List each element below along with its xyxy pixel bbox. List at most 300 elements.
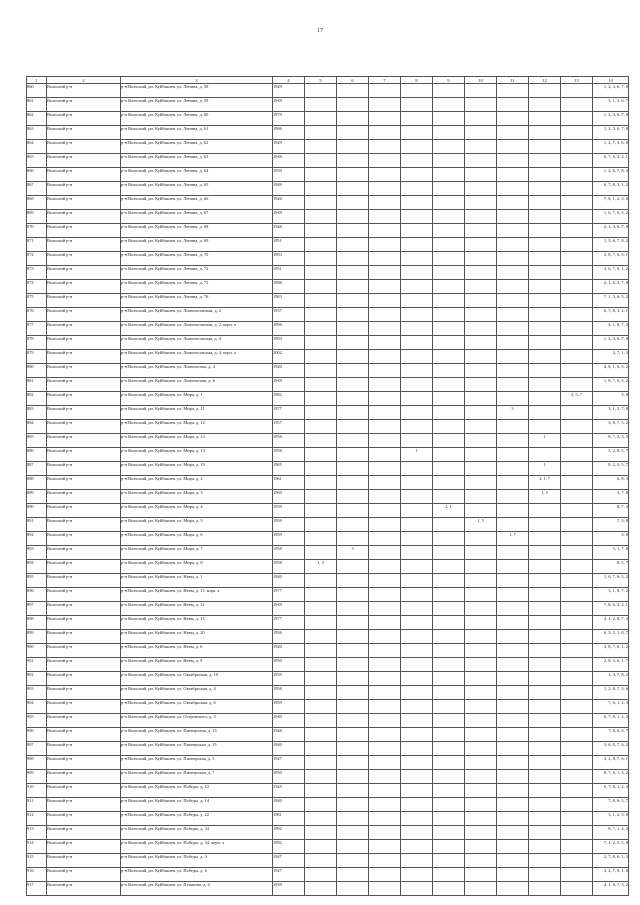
mark-cell-col-6 xyxy=(337,658,369,672)
mark-cell-col-10 xyxy=(465,868,497,882)
mark-cell-col-13 xyxy=(561,756,593,770)
mark-cell-col-11 xyxy=(497,336,529,350)
district-cell: Вольский р-н xyxy=(47,630,121,644)
mark-cell-col-6 xyxy=(337,798,369,812)
mark-cell-col-10 xyxy=(465,252,497,266)
mark-cell-col-13 xyxy=(561,784,593,798)
mark-cell-col-6 xyxy=(337,378,369,392)
mark-cell-col-9 xyxy=(433,532,465,546)
mark-cell-col-5 xyxy=(305,210,337,224)
column-header-11: 11 xyxy=(497,77,529,84)
mark-cell-col-12 xyxy=(529,588,561,602)
mark-cell-col-10 xyxy=(465,686,497,700)
column-header-7: 7 xyxy=(369,77,401,84)
mark-cell-col-7 xyxy=(369,644,401,658)
address-cell: р-н Вольский, рп. Куйбышев, ул. Мира, д. 1 xyxy=(121,392,273,406)
mark-cell-col-13 xyxy=(561,196,593,210)
codes-cell: 3, 2, 8, 5, 7 xyxy=(593,448,629,462)
district-cell: Вольский р-н xyxy=(47,406,121,420)
mark-cell-col-12 xyxy=(529,672,561,686)
mark-cell-col-11 xyxy=(497,84,529,98)
mark-cell-col-12 xyxy=(529,532,561,546)
mark-cell-col-13 xyxy=(561,406,593,420)
mark-cell-col-9 xyxy=(433,378,465,392)
mark-cell-col-11 xyxy=(497,630,529,644)
row-number: 863 xyxy=(27,126,47,140)
mark-cell-col-5 xyxy=(305,238,337,252)
row-number: 894 xyxy=(27,560,47,574)
mark-cell-col-6 xyxy=(337,630,369,644)
mark-cell-col-8 xyxy=(401,854,433,868)
table-row xyxy=(27,322,629,336)
mark-cell-col-7 xyxy=(369,574,401,588)
codes-cell: 8, 5, 7 xyxy=(593,560,629,574)
mark-cell-col-12 xyxy=(529,658,561,672)
mark-cell-col-7 xyxy=(369,420,401,434)
mark-cell-col-10 xyxy=(465,490,497,504)
page-number: 17 xyxy=(317,28,323,34)
mark-cell-col-11 xyxy=(497,770,529,784)
year-cell: 1959 xyxy=(273,700,305,714)
mark-cell-col-12 xyxy=(529,350,561,364)
year-cell: 1983 xyxy=(273,294,305,308)
address-cell: р-н Вольский, рп. Куйбышев, ул. Мира, д. 19 xyxy=(121,462,273,476)
mark-cell-col-12 xyxy=(529,504,561,518)
mark-cell-col-6 xyxy=(337,294,369,308)
table-row xyxy=(27,224,629,238)
mark-cell-col-8 xyxy=(401,182,433,196)
mark-cell-col-10 xyxy=(465,126,497,140)
address-cell: р-н Вольский, рп. Куйбышев, ул. Победы, д. 22 xyxy=(121,812,273,826)
district-cell: Вольский р-н xyxy=(47,714,121,728)
mark-cell-col-11 xyxy=(497,546,529,560)
mark-cell-col-10 xyxy=(465,840,497,854)
district-cell: Вольский р-н xyxy=(47,392,121,406)
mark-cell-col-7 xyxy=(369,840,401,854)
mark-cell-col-9 xyxy=(433,238,465,252)
district-cell: Вольский р-н xyxy=(47,616,121,630)
mark-cell-col-7 xyxy=(369,280,401,294)
table-row xyxy=(27,798,629,812)
mark-cell-col-13 xyxy=(561,868,593,882)
mark-cell-col-6 xyxy=(337,322,369,336)
table-row xyxy=(27,630,629,644)
year-cell: 1959 xyxy=(273,504,305,518)
mark-cell-col-12 xyxy=(529,630,561,644)
mark-cell-col-11 xyxy=(497,672,529,686)
table-row xyxy=(27,728,629,742)
mark-cell-col-9 xyxy=(433,644,465,658)
district-cell: Вольский р-н xyxy=(47,504,121,518)
mark-cell-col-11 xyxy=(497,364,529,378)
row-number: 893 xyxy=(27,546,47,560)
address-cell: р-н Вольский, рп. Куйбышев, ул. Мира, д. 11 xyxy=(121,406,273,420)
mark-cell-col-6 xyxy=(337,826,369,840)
mark-cell-col-6 xyxy=(337,770,369,784)
mark-cell-col-8 xyxy=(401,742,433,756)
district-cell: Вольский р-н xyxy=(47,98,121,112)
mark-cell-col-13 xyxy=(561,84,593,98)
table-row xyxy=(27,350,629,364)
mark-cell-col-12: 1 xyxy=(529,434,561,448)
address-cell: р-н Вольский, рп. Куйбышев, ул. Мира, д. 4 xyxy=(121,504,273,518)
mark-cell-col-6 xyxy=(337,168,369,182)
mark-cell-col-9 xyxy=(433,84,465,98)
address-cell: р-н Вольский, рп. Куйбышев, ул. Ломоносовская, д. 4 xyxy=(121,336,273,350)
mark-cell-col-12 xyxy=(529,742,561,756)
mark-cell-col-13 xyxy=(561,224,593,238)
row-number: 897 xyxy=(27,602,47,616)
row-number: 913 xyxy=(27,826,47,840)
mark-cell-col-13 xyxy=(561,294,593,308)
mark-cell-col-9 xyxy=(433,308,465,322)
district-cell: Вольский р-н xyxy=(47,126,121,140)
row-number: 917 xyxy=(27,882,47,896)
row-number: 862 xyxy=(27,112,47,126)
mark-cell-col-12 xyxy=(529,196,561,210)
row-number: 889 xyxy=(27,490,47,504)
mark-cell-col-11 xyxy=(497,574,529,588)
mark-cell-col-12 xyxy=(529,784,561,798)
mark-cell-col-12 xyxy=(529,98,561,112)
district-cell: Вольский р-н xyxy=(47,588,121,602)
year-cell: 1949 xyxy=(273,140,305,154)
mark-cell-col-9 xyxy=(433,882,465,896)
mark-cell-col-8 xyxy=(401,840,433,854)
row-number: 905 xyxy=(27,714,47,728)
mark-cell-col-8 xyxy=(401,812,433,826)
row-number: 861 xyxy=(27,98,47,112)
codes-cell: 7, 6, 1, 2, 3 xyxy=(593,700,629,714)
address-cell: р-н Вольский, рп. Куйбышев, ул. Невы, д. 6 xyxy=(121,644,273,658)
year-cell: 1959 xyxy=(273,518,305,532)
mark-cell-col-13 xyxy=(561,798,593,812)
mark-cell-col-13 xyxy=(561,602,593,616)
codes-cell: 1, 3, 7, 8, 2 xyxy=(593,672,629,686)
row-number: 908 xyxy=(27,756,47,770)
mark-cell-col-8 xyxy=(401,882,433,896)
row-number: 864 xyxy=(27,140,47,154)
table-row xyxy=(27,238,629,252)
mark-cell-col-6 xyxy=(337,84,369,98)
mark-cell-col-10 xyxy=(465,882,497,896)
district-cell: Вольский р-н xyxy=(47,784,121,798)
mark-cell-col-6 xyxy=(337,504,369,518)
year-cell: 1957 xyxy=(273,420,305,434)
year-cell: 1936 xyxy=(273,630,305,644)
row-number: 900 xyxy=(27,644,47,658)
address-cell: р-н Вольский, рп. Куйбышев, ул. Мира, д. 13 xyxy=(121,434,273,448)
mark-cell-col-12 xyxy=(529,154,561,168)
mark-cell-col-8 xyxy=(401,252,433,266)
mark-cell-col-12: 3, 1, 7 xyxy=(529,476,561,490)
year-cell: 1958 xyxy=(273,560,305,574)
mark-cell-col-5 xyxy=(305,714,337,728)
year-cell: 1959 xyxy=(273,532,305,546)
mark-cell-col-11 xyxy=(497,616,529,630)
mark-cell-col-5 xyxy=(305,154,337,168)
row-number: 874 xyxy=(27,280,47,294)
mark-cell-col-9 xyxy=(433,322,465,336)
mark-cell-col-5 xyxy=(305,728,337,742)
mark-cell-col-12 xyxy=(529,700,561,714)
district-cell: Вольский р-н xyxy=(47,882,121,896)
mark-cell-col-5 xyxy=(305,140,337,154)
district-cell: Вольский р-н xyxy=(47,812,121,826)
mark-cell-col-7 xyxy=(369,700,401,714)
year-cell: 1958 xyxy=(273,686,305,700)
mark-cell-col-8 xyxy=(401,756,433,770)
district-cell: Вольский р-н xyxy=(47,154,121,168)
mark-cell-col-8 xyxy=(401,434,433,448)
mark-cell-col-7 xyxy=(369,532,401,546)
mark-cell-col-12 xyxy=(529,210,561,224)
table-row xyxy=(27,700,629,714)
year-cell: 1935 xyxy=(273,672,305,686)
mark-cell-col-6 xyxy=(337,196,369,210)
mark-cell-col-6 xyxy=(337,602,369,616)
mark-cell-col-5 xyxy=(305,812,337,826)
mark-cell-col-5 xyxy=(305,504,337,518)
year-cell: 1939 xyxy=(273,882,305,896)
row-number: 881 xyxy=(27,378,47,392)
table-row xyxy=(27,434,629,448)
district-cell: Вольский р-н xyxy=(47,546,121,560)
mark-cell-col-7 xyxy=(369,728,401,742)
table-row xyxy=(27,532,629,546)
mark-cell-col-11 xyxy=(497,504,529,518)
address-cell: р-н Вольский, рп. Куйбышев, ул. Победы, д. 12 xyxy=(121,784,273,798)
mark-cell-col-9 xyxy=(433,798,465,812)
mark-cell-col-11 xyxy=(497,728,529,742)
address-cell: р-н Вольский, рп. Куйбышев, ул. Мира, д. 7 xyxy=(121,546,273,560)
column-header-4: 4 xyxy=(273,77,305,84)
mark-cell-col-11 xyxy=(497,350,529,364)
mark-cell-col-11 xyxy=(497,560,529,574)
column-header-5: 5 xyxy=(305,77,337,84)
mark-cell-col-10 xyxy=(465,210,497,224)
mark-cell-col-9 xyxy=(433,350,465,364)
mark-cell-col-11 xyxy=(497,392,529,406)
mark-cell-col-6 xyxy=(337,644,369,658)
address-cell: р-н Вольский, рп. Куйбышев, ул. Островского, д. 3 xyxy=(121,714,273,728)
mark-cell-col-11 xyxy=(497,644,529,658)
mark-cell-col-10 xyxy=(465,224,497,238)
mark-cell-col-9 xyxy=(433,756,465,770)
codes-cell: 8, 2, 3, 5, 7 xyxy=(593,462,629,476)
district-cell: Вольский р-н xyxy=(47,336,121,350)
row-number: 878 xyxy=(27,336,47,350)
mark-cell-col-13 xyxy=(561,574,593,588)
mark-cell-col-10 xyxy=(465,630,497,644)
table-row xyxy=(27,476,629,490)
mark-cell-col-6 xyxy=(337,784,369,798)
mark-cell-col-12 xyxy=(529,602,561,616)
table-row xyxy=(27,490,629,504)
mark-cell-col-5 xyxy=(305,420,337,434)
mark-cell-col-12 xyxy=(529,728,561,742)
year-cell: 1940 xyxy=(273,574,305,588)
codes-cell: 6, 7, 8, 1, 2, 3 xyxy=(593,714,629,728)
mark-cell-col-5 xyxy=(305,798,337,812)
mark-cell-col-9 xyxy=(433,420,465,434)
mark-cell-col-12 xyxy=(529,770,561,784)
address-cell: р-н Вольский, рп. Куйбышев, ул. Мира, д. 8 xyxy=(121,560,273,574)
mark-cell-col-10 xyxy=(465,168,497,182)
mark-cell-col-5 xyxy=(305,854,337,868)
mark-cell-col-6 xyxy=(337,756,369,770)
codes-cell: 8, 7, 1, 4, 3 xyxy=(593,826,629,840)
mark-cell-col-12 xyxy=(529,616,561,630)
address-cell: р-н Вольский, рп. Куйбышев, ул. Октябрьская, д. 4 xyxy=(121,686,273,700)
codes-cell: 2, 1, 3, 6, 7, 8 xyxy=(593,224,629,238)
district-cell: Вольский р-н xyxy=(47,644,121,658)
mark-cell-col-11 xyxy=(497,812,529,826)
table-row xyxy=(27,168,629,182)
mark-cell-col-11 xyxy=(497,700,529,714)
mark-cell-col-6 xyxy=(337,140,369,154)
row-number: 903 xyxy=(27,686,47,700)
codes-cell: 1, 6, 7, 6, 3, 2 xyxy=(593,210,629,224)
mark-cell-col-9 xyxy=(433,588,465,602)
mark-cell-col-11 xyxy=(497,602,529,616)
district-cell: Вольский р-н xyxy=(47,266,121,280)
year-cell: 1979 xyxy=(273,112,305,126)
mark-cell-col-13 xyxy=(561,364,593,378)
mark-cell-col-5 xyxy=(305,224,337,238)
mark-cell-col-10 xyxy=(465,826,497,840)
table-row xyxy=(27,266,629,280)
address-cell: р-н Вольский, рп. Куйбышев, ул. Ленина, д. 60 xyxy=(121,112,273,126)
row-number: 892 xyxy=(27,532,47,546)
mark-cell-col-8 xyxy=(401,560,433,574)
mark-cell-col-7 xyxy=(369,490,401,504)
mark-cell-col-10 xyxy=(465,728,497,742)
mark-cell-col-8 xyxy=(401,392,433,406)
mark-cell-col-6 xyxy=(337,728,369,742)
address-cell: р-н Вольский, рп. Куйбышев, ул. Ленина, д. 76 xyxy=(121,294,273,308)
year-cell: 1947 xyxy=(273,868,305,882)
mark-cell-col-9 xyxy=(433,182,465,196)
year-cell: 1949 xyxy=(273,378,305,392)
mark-cell-col-11 xyxy=(497,252,529,266)
mark-cell-col-10 xyxy=(465,560,497,574)
address-cell: р-н Вольский, рп. Куйбышев, ул. Мира, д. 5 xyxy=(121,518,273,532)
mark-cell-col-10 xyxy=(465,770,497,784)
mark-cell-col-11 xyxy=(497,238,529,252)
row-number: 877 xyxy=(27,322,47,336)
year-cell: 1949 xyxy=(273,98,305,112)
mark-cell-col-8 xyxy=(401,224,433,238)
year-cell: 1981 xyxy=(273,812,305,826)
codes-cell: 4, 1, 2, 8, 7, 3 xyxy=(593,616,629,630)
mark-cell-col-6 xyxy=(337,532,369,546)
mark-cell-col-5 xyxy=(305,308,337,322)
mark-cell-col-7 xyxy=(369,126,401,140)
table-row xyxy=(27,518,629,532)
year-cell: 1946 xyxy=(273,196,305,210)
mark-cell-col-13 xyxy=(561,672,593,686)
mark-cell-col-10 xyxy=(465,406,497,420)
mark-cell-col-7 xyxy=(369,546,401,560)
mark-cell-col-9 xyxy=(433,812,465,826)
table-row xyxy=(27,756,629,770)
mark-cell-col-12 xyxy=(529,392,561,406)
mark-cell-col-13 xyxy=(561,812,593,826)
mark-cell-col-11 xyxy=(497,686,529,700)
mark-cell-col-8 xyxy=(401,406,433,420)
table-row xyxy=(27,378,629,392)
mark-cell-col-5 xyxy=(305,588,337,602)
mark-cell-col-7 xyxy=(369,560,401,574)
mark-cell-col-11 xyxy=(497,210,529,224)
mark-cell-col-12 xyxy=(529,140,561,154)
mark-cell-col-11 xyxy=(497,154,529,168)
address-cell: р-н Вольский, рп. Куйбышев, ул. Ленина, д. 72 xyxy=(121,266,273,280)
mark-cell-col-8 xyxy=(401,574,433,588)
row-number: 880 xyxy=(27,364,47,378)
mark-cell-col-8 xyxy=(401,658,433,672)
mark-cell-col-13 xyxy=(561,238,593,252)
mark-cell-col-5 xyxy=(305,196,337,210)
district-cell: Вольский р-н xyxy=(47,448,121,462)
codes-cell: 6, 8, 3 xyxy=(593,476,629,490)
mark-cell-col-9 xyxy=(433,826,465,840)
mark-cell-col-6 xyxy=(337,588,369,602)
year-cell: 1996 xyxy=(273,322,305,336)
codes-cell: 8, 7, 6, 1, 3, 2 xyxy=(593,770,629,784)
mark-cell-col-5 xyxy=(305,700,337,714)
codes-cell: 1, 2, 3, 6, 7, 8 xyxy=(593,336,629,350)
row-number: 865 xyxy=(27,154,47,168)
table-row xyxy=(27,196,629,210)
mark-cell-col-8 xyxy=(401,476,433,490)
year-cell: 1947 xyxy=(273,756,305,770)
codes-cell: 3, 1, 8, 7, 2 xyxy=(593,588,629,602)
mark-cell-col-9 xyxy=(433,560,465,574)
mark-cell-col-11: 1, 7 xyxy=(497,532,529,546)
codes-cell: 6, 3, 2, 1, 8, 7 xyxy=(593,630,629,644)
mark-cell-col-10 xyxy=(465,812,497,826)
row-number: 914 xyxy=(27,840,47,854)
mark-cell-col-9 xyxy=(433,602,465,616)
mark-cell-col-10 xyxy=(465,84,497,98)
row-number: 907 xyxy=(27,742,47,756)
mark-cell-col-10 xyxy=(465,532,497,546)
mark-cell-col-8 xyxy=(401,826,433,840)
mark-cell-col-9 xyxy=(433,490,465,504)
row-number: 860 xyxy=(27,84,47,98)
mark-cell-col-6 xyxy=(337,392,369,406)
mark-cell-col-8 xyxy=(401,784,433,798)
mark-cell-col-9 xyxy=(433,392,465,406)
mark-cell-col-8 xyxy=(401,868,433,882)
mark-cell-col-8 xyxy=(401,308,433,322)
mark-cell-col-9 xyxy=(433,434,465,448)
year-cell: 1950 xyxy=(273,770,305,784)
mark-cell-col-9 xyxy=(433,714,465,728)
mark-cell-col-9 xyxy=(433,126,465,140)
mark-cell-col-5 xyxy=(305,280,337,294)
mark-cell-col-8 xyxy=(401,210,433,224)
mark-cell-col-10 xyxy=(465,392,497,406)
mark-cell-col-9 xyxy=(433,658,465,672)
mark-cell-col-9 xyxy=(433,280,465,294)
mark-cell-col-12 xyxy=(529,546,561,560)
mark-cell-col-8 xyxy=(401,322,433,336)
district-cell: Вольский р-н xyxy=(47,560,121,574)
address-cell: р-н Вольский, рп. Куйбышев, ул. Ломоносовская, д. 2 xyxy=(121,308,273,322)
